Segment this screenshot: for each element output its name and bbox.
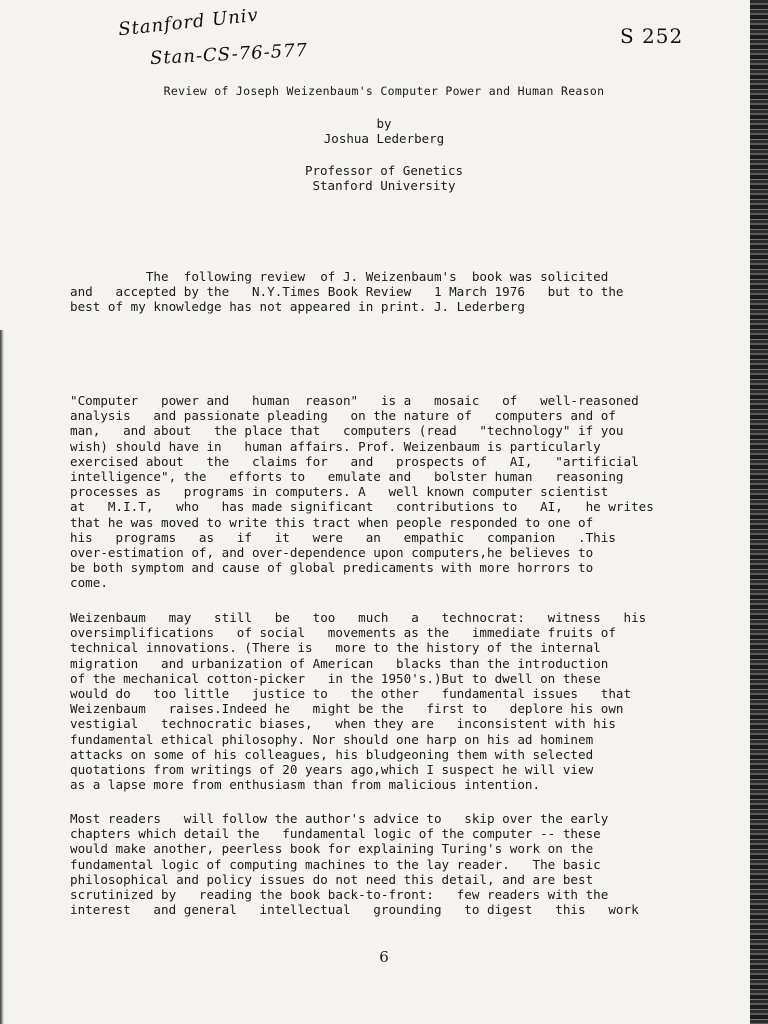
text-line: quotations from writings of 20 years ago,which I suspect he will view: [70, 761, 594, 777]
text-line: would do too little justice to the other fundamental issues that: [70, 685, 632, 701]
scan-edge-left: [0, 330, 4, 1024]
paragraph-1: [70, 393, 688, 590]
text-line: at M.I.T, who has made significant contributions to AI, he writes: [70, 499, 654, 515]
editorial-note: [70, 269, 688, 315]
page-number: 6: [379, 948, 389, 966]
text-line: scrutinized by reading the book back-to-front: few readers with the: [70, 886, 609, 902]
text-line: fundamental ethical philosophy. Nor should one harp on his ad hominem: [70, 731, 594, 747]
handwritten-code: S 252: [620, 24, 684, 48]
text-line: wish) should have in human affairs. Prof. Weizenbaum is particularly: [70, 438, 601, 454]
document-title: Review of Joseph Weizenbaum's Computer Power and Human Reason: [163, 84, 605, 98]
author-institution: Stanford University: [312, 178, 456, 193]
text-line: migration and urbanization of American blacks than the introduction: [70, 655, 609, 671]
text-line: analysis and passionate pleading on the nature of computers and of: [70, 408, 616, 424]
text-line: man, and about the place that computers (read "technology" if you: [70, 423, 624, 439]
text-line: philosophical and policy issues do not need this detail, and are best: [70, 871, 594, 887]
text-line: of the mechanical cotton-picker in the 1950's.)But to dwell on these: [70, 670, 601, 686]
text-line: fundamental logic of computing machines to the lay reader. The basic: [70, 856, 601, 872]
text-line: Weizenbaum raises.Indeed he might be the first to deplore his own: [70, 701, 624, 717]
paragraph-3: [70, 811, 688, 917]
text-line: would make another, peerless book for explaining Turing's work on the: [70, 841, 594, 857]
text-line: chapters which detail the fundamental logic of the computer -- these: [70, 826, 601, 842]
author-name: Joshua Lederberg: [323, 131, 445, 146]
handwritten-note-1: Stanford Univ: [117, 4, 260, 41]
text-line: processes as programs in computers. A well known computer scientist: [70, 484, 609, 500]
text-line: come.: [70, 575, 108, 591]
text-line: oversimplifications of social movements as the immediate fruits of: [70, 625, 616, 641]
paragraph-2: [70, 610, 688, 792]
text-line: and accepted by the N.Y.Times Book Review 1 March 1976 but to the: [70, 284, 624, 300]
text-line: as a lapse more from enthusiasm than from malicious intention.: [70, 777, 541, 793]
text-line: be both symptom and cause of global predicaments with more horrors to: [70, 560, 594, 576]
text-line: over-estimation of, and over-dependence upon computers,he believes to: [70, 544, 594, 560]
text-line: that he was moved to write this tract when people responded to one of: [70, 514, 594, 530]
text-line: intelligence", the efforts to emulate and bolster human reasoning: [70, 468, 624, 484]
author-position: Professor of Genetics: [304, 163, 464, 178]
byline-by: by: [376, 116, 392, 131]
text-line: "Computer power and human reason" is a mosaic of well-reasoned: [70, 393, 639, 408]
text-line: Weizenbaum may still be too much a technocrat: witness his: [70, 610, 647, 625]
text-line: interest and general intellectual grounding to digest this work: [70, 902, 639, 918]
handwritten-note-2: Stan-CS-76-577: [149, 39, 309, 70]
text-line: his programs as if it were an empathic companion .This: [70, 529, 616, 545]
text-line: technical innovations. (There is more to the history of the internal: [70, 640, 601, 656]
text-line: best of my knowledge has not appeared in print. J. Lederberg: [70, 299, 525, 315]
scan-edge-right: [750, 0, 768, 1024]
text-line: exercised about the claims for and prospects of AI, "artificial: [70, 453, 639, 469]
text-line: The following review of J. Weizenbaum's book was solicited: [70, 269, 609, 284]
text-line: Most readers will follow the author's advice to skip over the early: [70, 811, 609, 826]
text-line: attacks on some of his colleagues, his bludgeoning them with selected: [70, 746, 594, 762]
text-line: vestigial technocratic biases, when they are inconsistent with his: [70, 716, 616, 732]
